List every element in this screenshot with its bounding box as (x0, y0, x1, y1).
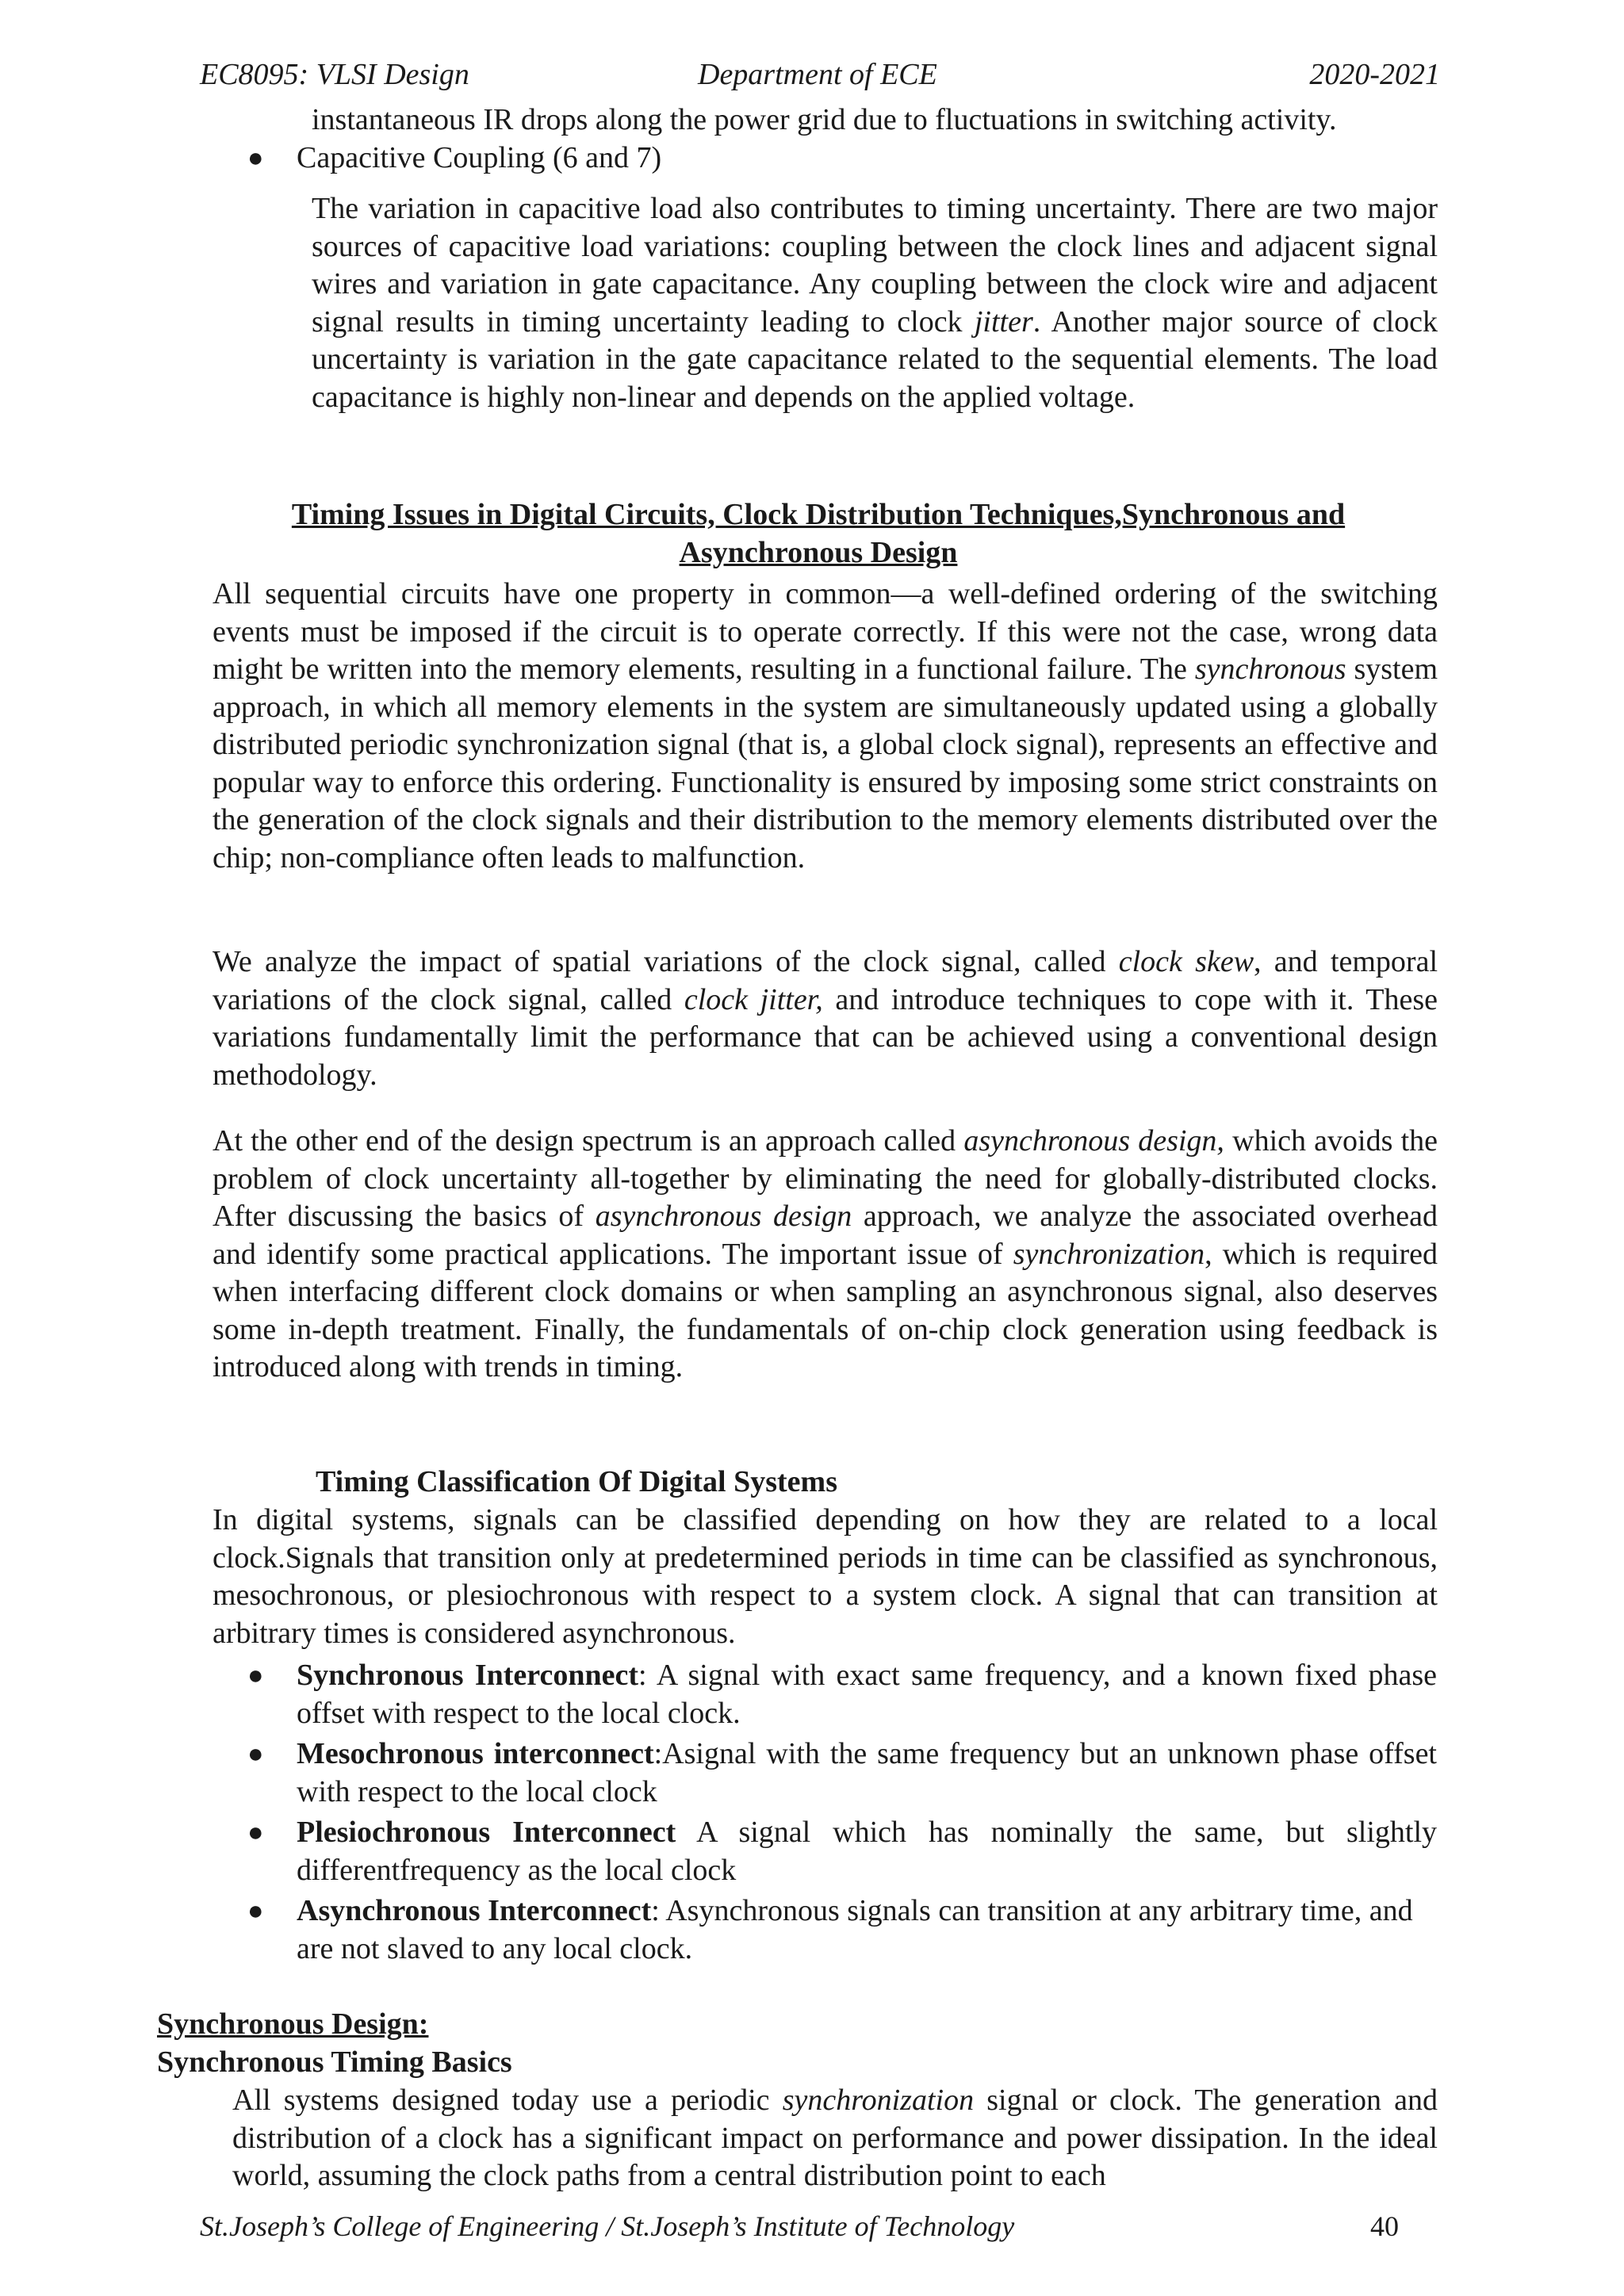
text-run: The variation in capacitive load also contributes to timing uncertainty. There are two major sources of capacitive load variations: coupling between the clock lines and adjacent signal wires and variation in gate capacitance. Any coupling between the clock wire and adjacent signal results in timing uncertainty leading to clock (312, 192, 1438, 339)
interconnect-item-1 (297, 1737, 1437, 1808)
list-item (247, 140, 1437, 178)
list-item (247, 1814, 1437, 1889)
emphasis-asynchronous-design: asynchronous design, (963, 1124, 1224, 1158)
term: Synchronous Interconnect (297, 1659, 638, 1692)
text-run: and introduce techniques to cope with it. These variations fundamentally limit the performance that can be achieved using a conventional design methodology. (213, 982, 1438, 1092)
description: Asignal with the same frequency but an unknown phase offset with respect to the local clock (297, 1737, 1437, 1808)
bullet-icon: ● (247, 1661, 264, 1690)
separator: : (651, 1894, 660, 1927)
capacitive-coupling-label: Capacitive Coupling (6 and 7) (297, 141, 662, 174)
emphasis-clock-jitter: clock jitter, (684, 982, 823, 1016)
text-run: All sequential circuits have one property in common—a well-defined ordering of the switching events must be imposed if the circuit is to operate correctly. If this were not the case, wrong data might be written into the memory elements, resulting in a functional failure. The (213, 577, 1438, 686)
emphasis-synchronization: synchronization (782, 2084, 975, 2117)
term: Plesiochronous Interconnect (297, 1816, 676, 1849)
list-item (247, 1735, 1437, 1811)
footer-institution: St.Joseph’s College of Engineering / St.Joseph’s Institute of Technology (200, 2210, 1015, 2242)
interconnect-list (247, 1657, 1437, 1968)
section-title (200, 496, 1437, 572)
intro-paragraph-1 (213, 576, 1438, 877)
synchronous-timing-basics-title: Synchronous Timing Basics (157, 2045, 512, 2079)
classification-paragraph: In digital systems, signals can be classified depending on how they are related to a local clock.Signals that transition only at predetermined periods in time can be classified as synchronous, mesochronous, or plesiochronous with respect to a system clock. A signal that can transition at arbitrary times is considered asynchronous. (213, 1503, 1438, 1650)
bullet-icon: ● (247, 1896, 264, 1926)
emphasis-synchronization: synchronization (1013, 1237, 1205, 1271)
synchronous-design-title: Synchronous Design: (157, 2007, 429, 2041)
intro-paragraph-2 (213, 943, 1438, 1094)
description: A signal with exact same frequency, and a known fixed phase offset with respect to the local clock. (297, 1659, 1437, 1730)
text-run: All systems designed today use a periodic (232, 2084, 783, 2117)
header-year: 2020-2021 (1309, 58, 1440, 91)
section-title-line1: Timing Issues in Digital Circuits, Clock Distribution Techniques,Synchronous and (291, 498, 1346, 531)
separator: : (638, 1659, 647, 1692)
text-run: system approach, in which all memory elements in the system are simultaneously updated using a globally distributed periodic synchronization signal (that is, a global clock signal), represents an effective and popular way to enforce this ordering. Functionality is ensured by imposing some strict constraints on the generation of the clock signals and their distribution to the memory elements distributed over the chip; non-compliance often leads to malfunction. (213, 652, 1438, 874)
text-run: , and temporal variations of the clock signal, called (213, 945, 1438, 1016)
interconnect-item-0 (297, 1659, 1437, 1730)
term: Mesochronous interconnect (297, 1737, 654, 1770)
interconnect-item-3 (297, 1894, 1413, 1965)
intro-paragraph-3 (213, 1123, 1438, 1387)
section-title-line2: Asynchronous Design (679, 535, 958, 569)
header-course: EC8095: VLSI Design (200, 58, 469, 91)
page-number: 40 (1370, 2210, 1399, 2242)
capacitive-coupling-list (247, 140, 1437, 178)
separator: : (653, 1737, 663, 1770)
bullet-icon: ● (247, 1818, 264, 1847)
header-department: Department of ECE (698, 58, 937, 91)
text-run: Another major source of clock uncertainty is variation in the gate capacitance related to the sequential elements. The load capacitance is highly non-linear and depends on the applied voltage. (312, 304, 1438, 414)
text-run: signal or clock. The generation and distribution of a clock has a significant impact on performance and power dissipation. In the ideal world, assuming the clock paths from a central distribution point to each (232, 2084, 1438, 2192)
emphasis-clock-skew: clock skew (1118, 945, 1254, 978)
description: Asynchronous signals can transition at any arbitrary time, and are not slaved to any local clock. (297, 1894, 1413, 1965)
text-run: which avoids the problem of clock uncertainty all-together by eliminating the need for globally-distributed clocks. After discussing the basics of (213, 1124, 1438, 1233)
bullet-icon: ● (247, 1739, 264, 1769)
text-run: We analyze the impact of spatial variations of the clock signal, called (213, 945, 1119, 978)
text-run: approach, we analyze the associated overhead and identify some practical applications. The important issue of (213, 1200, 1438, 1271)
list-item (247, 1657, 1437, 1732)
capacitive-coupling-paragraph (312, 190, 1438, 416)
synchronous-timing-paragraph (232, 2082, 1438, 2195)
continuation-text: instantaneous IR drops along the power grid due to fluctuations in switching activity. (312, 103, 1337, 136)
term: Asynchronous Interconnect (297, 1894, 652, 1927)
text-run: At the other end of the design spectrum is an approach called (213, 1124, 964, 1158)
text-run: , which is required when interfacing different clock domains or when sampling an asynchronous signal, also deserves some in-depth treatment. Finally, the fundamentals of on-chip clock generation using feedback is introduced along with trends in timing. (213, 1237, 1438, 1383)
classification-title: Timing Classification Of Digital Systems (316, 1465, 837, 1498)
bullet-icon: ● (247, 144, 264, 173)
interconnect-item-2 (297, 1816, 1437, 1887)
emphasis-asynchronous-design: asynchronous design (595, 1200, 852, 1233)
emphasis-jitter: jitter (974, 304, 1033, 339)
emphasis-synchronous: synchronous (1194, 652, 1346, 686)
list-item (247, 1892, 1437, 1968)
description: A signal which has nominally the same, but slightly differentfrequency as the local clock (297, 1816, 1438, 1887)
text-run: . (1032, 304, 1041, 339)
